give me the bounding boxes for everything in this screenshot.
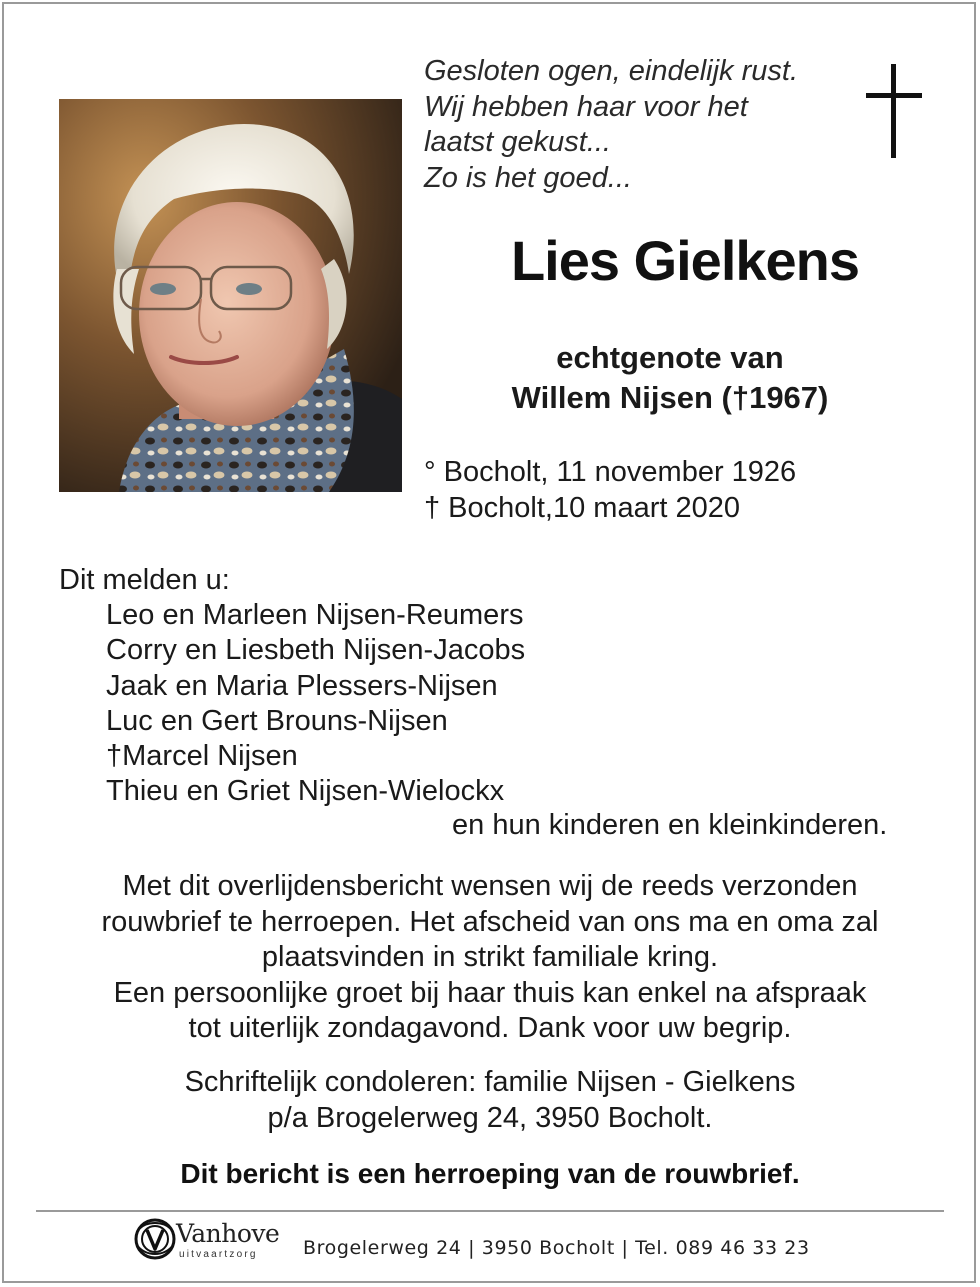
message-line: Met dit overlijdensbericht wensen wij de reeds verzonden: [122, 870, 858, 902]
logo-name: Vanhove: [176, 1219, 280, 1248]
vanhove-emblem-icon: [133, 1217, 177, 1261]
condolence-line: p/a Brogelerweg 24, 3950 Bocholt.: [267, 1102, 713, 1134]
poem: [424, 54, 854, 196]
family-list: [106, 598, 525, 810]
family-member: Leo en Marleen Nijsen-Reumers: [106, 599, 524, 631]
family-member: Thieu en Griet Nijsen-Wielockx: [106, 775, 505, 808]
spouse-intro: echtgenote van: [556, 340, 784, 375]
vanhove-logo: [133, 1217, 298, 1265]
birth-date: ° Bocholt, 11 november 1926: [424, 456, 797, 488]
life-dates: [424, 455, 796, 526]
message-line: tot uiterlijk zondagavond. Dank voor uw begrip.: [188, 1012, 792, 1044]
poem-line: Gesloten ogen, eindelijk rust.: [424, 55, 798, 87]
revocation-notice: Dit bericht is een herroeping van de rouwbrief.: [180, 1158, 800, 1189]
grandchildren-line: en hun kinderen en kleinkinderen.: [452, 809, 888, 841]
spouse-block: [430, 338, 910, 418]
condolence-address: [40, 1064, 940, 1136]
poem-line: Zo is het goed...: [424, 161, 632, 194]
message-line: Een persoonlijke groet bij haar thuis kan enkel na afspraak: [113, 976, 867, 1009]
poem-line: Wij hebben haar voor het: [424, 90, 748, 123]
message-paragraph: [40, 869, 940, 1047]
announcement-intro: Dit melden u:: [59, 564, 230, 596]
poem-line: laatst gekust...: [424, 126, 611, 158]
family-member: †Marcel Nijsen: [106, 740, 298, 773]
family-member: Jaak en Maria Plessers-Nijsen: [106, 669, 498, 702]
footer-address: Brogelerweg 24 | 3950 Bocholt | Tel. 089 46 33 23: [303, 1237, 810, 1259]
spouse-name: Willem Nijsen (†1967): [511, 380, 829, 415]
message-line: plaatsvinden in strikt familiale kring.: [261, 941, 719, 973]
logo-subtitle: uitvaartzorg: [179, 1249, 258, 1260]
portrait-photo: [59, 99, 402, 492]
cross-icon: [866, 64, 922, 158]
family-member: Corry en Liesbeth Nijsen-Jacobs: [106, 634, 526, 667]
footer-divider: [36, 1210, 944, 1212]
message-line: rouwbrief te herroepen. Het afscheid van ons ma en oma zal: [101, 905, 879, 938]
deceased-name: Lies Gielkens: [510, 229, 860, 292]
condolence-line: Schriftelijk condoleren: familie Nijsen - Gielkens: [184, 1066, 796, 1098]
family-member: Luc en Gert Brouns-Nijsen: [106, 704, 448, 737]
death-date: † Bocholt,10 maart 2020: [424, 491, 740, 524]
